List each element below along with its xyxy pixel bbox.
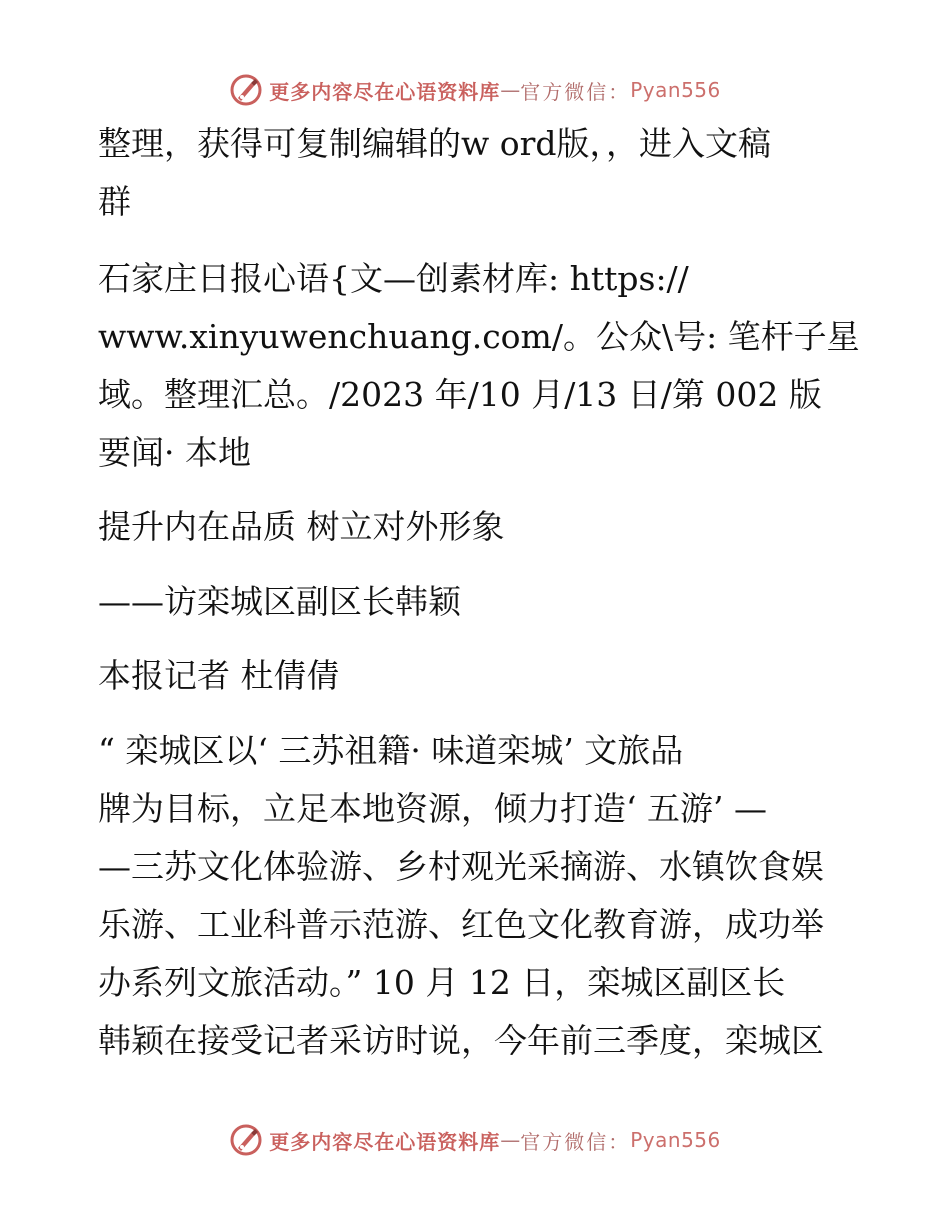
headline-text: 提升内在品质 树立对外形象 xyxy=(98,507,505,546)
source-line: 域。整理汇总。/2023 年/10 月/13 日/第 002 版 xyxy=(98,375,822,414)
body-line: 乐游、工业科普示范游、红色文化教育游，成功举 xyxy=(98,905,824,944)
body-line: —三苏文化体验游、乡村观光采摘游、水镇饮食娱 xyxy=(98,847,824,886)
watermark-account-id: Pyan556 xyxy=(630,1128,721,1152)
byline-text: 本报记者 杜倩倩 xyxy=(98,656,340,695)
pen-circle-logo-icon xyxy=(229,73,263,107)
watermark-separator: — xyxy=(500,1128,521,1152)
intro-line: 群 xyxy=(98,182,131,221)
watermark-main-text: 更多内容尽在心语资料库 xyxy=(269,1129,501,1154)
watermark-banner-bottom xyxy=(0,1120,950,1160)
watermark-account-id: Pyan556 xyxy=(630,78,721,102)
watermark-banner-top xyxy=(0,70,950,110)
body-line: 办系列文旅活动。” 10 月 12 日，栾城区副区长 xyxy=(98,963,786,1002)
intro-paragraph xyxy=(98,115,850,231)
watermark-main-text: 更多内容尽在心语资料库 xyxy=(269,79,501,104)
watermark-official-label: 官方微信： xyxy=(520,79,631,104)
body-line: 牌为目标，立足本地资源，倾力打造‘ 五游’ — xyxy=(98,789,767,828)
watermark-separator: — xyxy=(500,78,521,102)
source-line: 石家庄日报心语{文—创素材库: https:// xyxy=(98,259,689,298)
article-subtitle xyxy=(98,573,850,631)
source-line: 要闻· 本地 xyxy=(98,433,251,472)
source-line: www.xinyuwenchuang.com/。公众\号: 笔杆子星 xyxy=(98,317,860,356)
pen-circle-logo-icon xyxy=(229,1123,263,1157)
body-line: 韩颖在接受记者采访时说，今年前三季度，栾城区 xyxy=(98,1021,824,1060)
article-byline xyxy=(98,647,850,705)
article-body xyxy=(98,722,850,1070)
article-headline xyxy=(98,498,850,556)
body-line: “ 栾城区以‘ 三苏祖籍· 味道栾城’ 文旅品 xyxy=(98,731,684,770)
intro-line: 整理，获得可复制编辑的w ord版，，进入文稿 xyxy=(98,124,772,163)
watermark-official-label: 官方微信： xyxy=(520,1129,631,1154)
subtitle-text: ——访栾城区副区长韩颖 xyxy=(98,582,461,621)
source-paragraph xyxy=(98,250,860,482)
